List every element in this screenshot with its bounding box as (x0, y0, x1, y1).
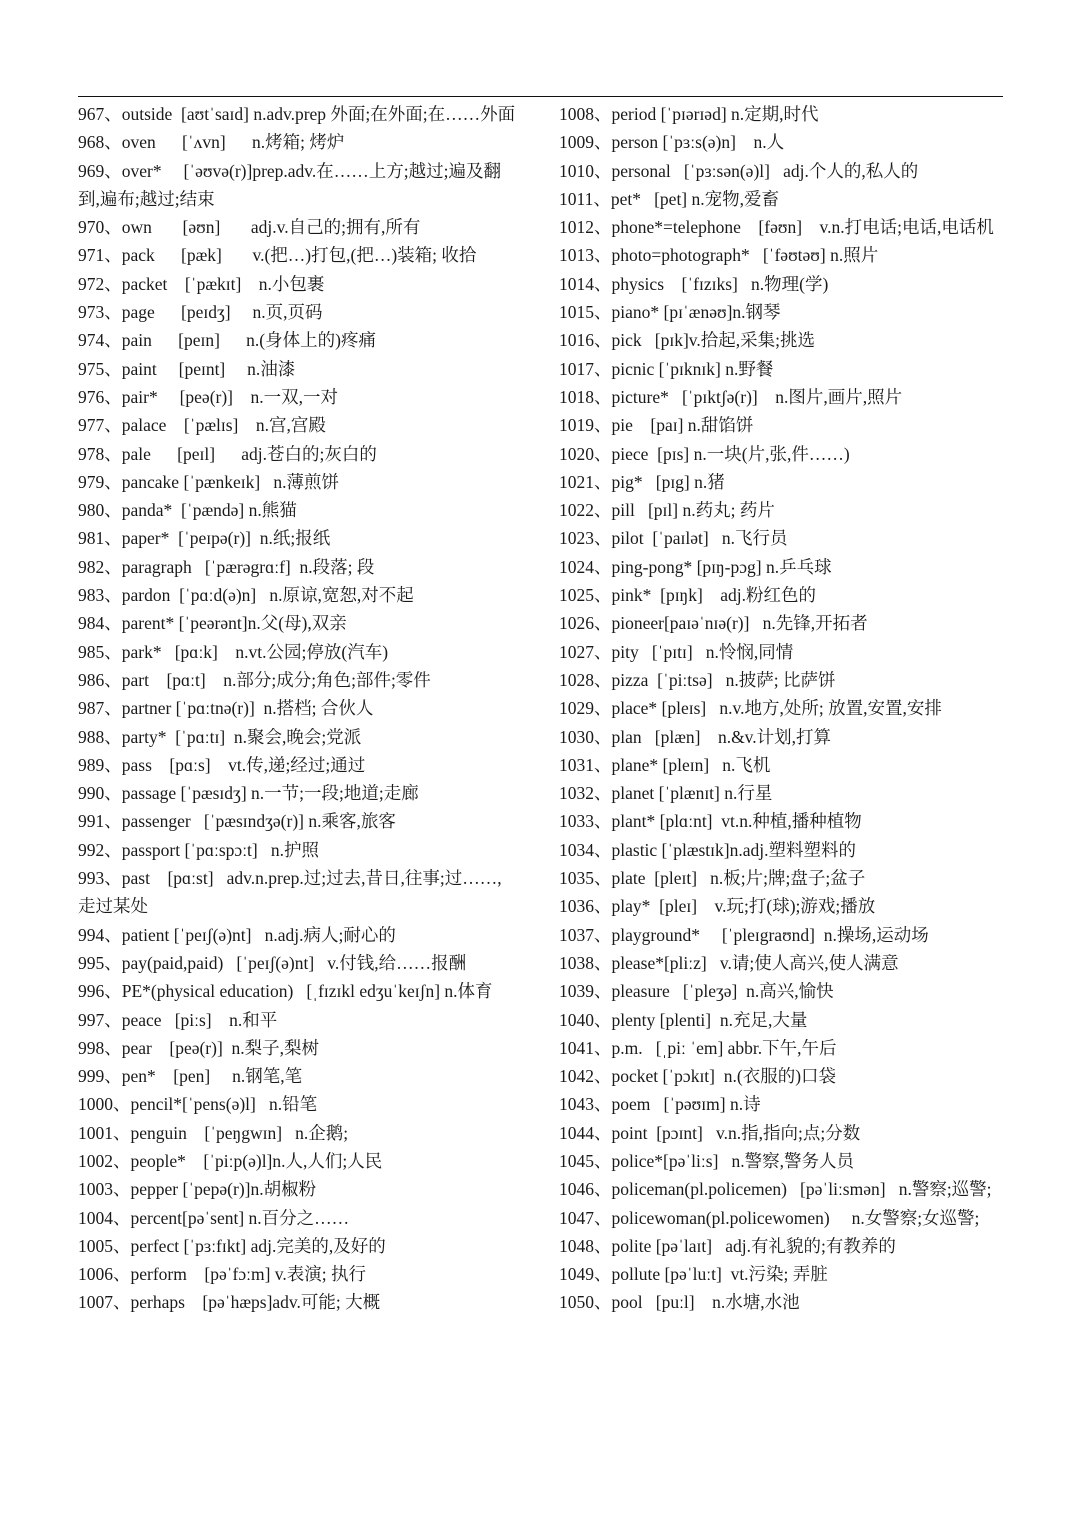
vocab-entry: 976、pair* [peə(r)] n.一双,一对 (78, 386, 339, 407)
vocab-entry: 984、parent* [ˈpeərənt]n.父(母),双亲 (78, 613, 347, 634)
vocab-entry: 1046、policeman(pl.policemen) [pəˈliːsmən] n.警察;巡警; (559, 1179, 992, 1200)
vocab-entry: 994、patient [ˈpeɪʃ(ə)nt] n.adj.病人;耐心的 (78, 924, 396, 945)
vocab-entry: 1042、pocket [ˈpɔkɪt] n.(衣服的)口袋 (559, 1066, 837, 1087)
vocab-entry: 1027、pity [ˈpɪtɪ] n.怜悯,同情 (559, 641, 794, 662)
vocab-entry: 1020、piece [pɪs] n.一块(片,张,件……) (559, 443, 850, 464)
vocab-entry: 991、passenger [ˈpæsɪndʒə(r)] n.乘客,旅客 (78, 811, 396, 832)
vocab-entry: 1010、personal [ˈpɜːsən(ə)l] adj.个人的,私人的 (559, 160, 919, 181)
vocab-entry: 977、palace [ˈpælɪs] n.宫,宫殿 (78, 415, 326, 436)
vocab-entry: 996、PE*(physical education) [ˌfɪzɪkl edʒuˈkeɪʃn] n.体育 (78, 981, 493, 1002)
vocab-entry: 1047、policewoman(pl.policewomen) n.女警察;女巡警; (559, 1207, 980, 1228)
vocab-entry: 1026、pioneer[paɪəˈnɪə(r)] n.先锋,开拓者 (559, 613, 868, 634)
vocab-entry: 974、pain [peɪn] n.(身体上的)疼痛 (78, 330, 376, 351)
vocab-entry: 1034、plastic [ˈplæstɪk]n.adj.塑料塑料的 (559, 839, 856, 860)
vocab-entry: 1035、plate [pleɪt] n.板;片;牌;盘子;盆子 (559, 868, 866, 889)
vocab-entry: 1032、planet [ˈplænɪt] n.行星 (559, 783, 773, 804)
vocab-entry: 1030、plan [plæn] n.&v.计划,打算 (559, 726, 832, 747)
vocab-entry: 1043、poem [ˈpəʊɪm] n.诗 (559, 1094, 761, 1115)
vocab-entry: 972、packet [ˈpækɪt] n.小包裹 (78, 273, 325, 294)
vocab-entry: 992、passport [ˈpɑːspɔːt] n.护照 (78, 839, 320, 860)
vocab-entry: 1037、playground* [ˈpleɪgraʊnd] n.操场,运动场 (559, 924, 929, 945)
vocab-entry: 995、pay(paid,paid) [ˈpeɪʃ(ə)nt] v.付钱,给……报酬 (78, 952, 467, 973)
vocab-entry: 1025、pink* [pɪŋk] adj.粉红色的 (559, 585, 817, 606)
vocab-entry: 1036、play* [pleɪ] v.玩;打(球);游戏;播放 (559, 896, 876, 917)
vocab-entry: 990、passage [ˈpæsɪdʒ] n.一节;一段;地道;走廊 (78, 783, 419, 804)
vocab-entry: 1048、polite [pəˈlaɪt] adj.有礼貌的;有教养的 (559, 1235, 896, 1256)
vocab-entry: 983、pardon [ˈpɑːd(ə)n] n.原谅,宽恕,对不起 (78, 585, 414, 606)
vocab-entry: 1050、pool [puːl] n.水塘,水池 (559, 1292, 800, 1313)
vocab-entry: 1039、pleasure [ˈpleʒə] n.高兴,愉快 (559, 981, 834, 1002)
vocab-entry: 969、over* [ˈəʊvə(r)]prep.adv.在……上方;越过;遍及翻到,遍布;越过;结束 (78, 160, 502, 209)
vocab-entry: 970、own [əʊn] adj.v.自己的;拥有,所有 (78, 217, 421, 238)
vocab-entry: 1024、ping-pong* [pɪŋ-pɔg] n.乒乓球 (559, 556, 832, 577)
vocab-entry: 1007、perhaps [pəˈhæps]adv.可能; 大概 (78, 1292, 381, 1313)
vocab-entry: 1005、perfect [ˈpɜːfɪkt] adj.完美的,及好的 (78, 1235, 386, 1256)
vocab-entry: 968、oven [ˈʌvn] n.烤箱; 烤炉 (78, 132, 345, 153)
vocab-entry: 1004、percent[pəˈsent] n.百分之…… (78, 1207, 350, 1228)
vocab-entry: 998、pear [peə(r)] n.梨子,梨树 (78, 1037, 320, 1058)
vocab-entry: 1038、please*[pliːz] v.请;使人高兴,使人满意 (559, 952, 899, 973)
vocab-entry: 1003、pepper [ˈpepə(r)]n.胡椒粉 (78, 1179, 317, 1200)
vocab-entry: 1006、perform [pəˈfɔːm] v.表演; 执行 (78, 1264, 367, 1285)
vocab-entry: 1013、photo=photograph* [ˈfəʊtəʊ] n.照片 (559, 245, 879, 266)
vocab-entry: 1002、people* [ˈpiːp(ə)l]n.人,人们;人民 (78, 1150, 383, 1171)
vocab-entry: 1029、place* [pleɪs] n.v.地方,处所; 放置,安置,安排 (559, 698, 942, 719)
vocab-entry: 1016、pick [pɪk]v.拾起,采集;挑选 (559, 330, 815, 351)
vocab-entry: 987、partner [ˈpɑːtnə(r)] n.搭档; 合伙人 (78, 698, 374, 719)
vocab-entry: 1001、penguin [ˈpeŋgwɪn] n.企鹅; (78, 1122, 349, 1143)
right-column (559, 100, 1004, 1317)
vocab-entry: 1012、phone*=telephone [fəʊn] v.n.打电话;电话,电话机 (559, 217, 994, 238)
vocab-entry: 1011、pet* [pet] n.宠物,爱畜 (559, 188, 780, 209)
vocab-entry: 989、pass [pɑːs] vt.传,递;经过;通过 (78, 754, 366, 775)
vocab-entry: 1041、p.m. [ˌpiː ˈem] abbr.下午,午后 (559, 1037, 837, 1058)
vocab-entry: 979、pancake [ˈpænkeɪk] n.薄煎饼 (78, 471, 339, 492)
top-rule (78, 96, 1003, 97)
vocab-entry: 1045、police*[pəˈliːs] n.警察,警务人员 (559, 1150, 855, 1171)
vocab-entry: 973、page [peɪdʒ] n.页,页码 (78, 302, 323, 323)
vocab-entry: 971、pack [pæk] v.(把…)打包,(把…)装箱; 收拾 (78, 245, 477, 266)
vocab-entry: 993、past [pɑːst] adv.n.prep.过;过去,昔日,往事;过……,走过某处 (78, 868, 502, 917)
vocab-entry: 1018、picture* [ˈpɪktʃə(r)] n.图片,画片,照片 (559, 386, 903, 407)
vocab-entry: 1022、pill [pɪl] n.药丸; 药片 (559, 500, 775, 521)
vocab-entry: 1000、pencil*[ˈpens(ə)l] n.铅笔 (78, 1094, 318, 1115)
vocab-entry: 1028、pizza [ˈpiːtsə] n.披萨; 比萨饼 (559, 669, 836, 690)
vocab-entry: 978、pale [peɪl] adj.苍白的;灰白的 (78, 443, 377, 464)
vocab-entry: 1021、pig* [pɪg] n.猪 (559, 471, 725, 492)
vocab-entry: 1019、pie [paɪ] n.甜馅饼 (559, 415, 754, 436)
vocab-entry: 1008、period [ˈpɪərɪəd] n.定期,时代 (559, 104, 819, 124)
vocab-entry: 1031、plane* [pleɪn] n.飞机 (559, 754, 771, 775)
vocab-entry: 999、pen* [pen] n.钢笔,笔 (78, 1066, 303, 1087)
vocab-entry: 981、paper* [ˈpeɪpə(r)] n.纸;报纸 (78, 528, 331, 549)
vocab-entry: 986、part [pɑːt] n.部分;成分;角色;部件;零件 (78, 669, 431, 690)
vocab-entry: 988、party* [ˈpɑːtɪ] n.聚会,晚会;党派 (78, 726, 362, 747)
vocab-entry: 1014、physics [ˈfɪzɪks] n.物理(学) (559, 273, 829, 294)
left-column (78, 100, 518, 1317)
vocab-entry: 975、paint [peɪnt] n.油漆 (78, 358, 296, 379)
vocab-entry: 980、panda* [ˈpændə] n.熊猫 (78, 500, 297, 521)
vocab-entry: 967、outside [aʊtˈsaɪd] n.adv.prep 外面;在外面;在……外面 (78, 104, 516, 124)
vocab-entry: 1009、person [ˈpɜːs(ə)n] n.人 (559, 132, 785, 153)
vocab-entry: 997、peace [piːs] n.和平 (78, 1009, 278, 1030)
vocab-entry: 1033、plant* [plɑːnt] vt.n.种植,播种植物 (559, 811, 862, 832)
vocab-entry: 1023、pilot [ˈpaɪlət] n.飞行员 (559, 528, 788, 549)
vocab-entry: 1044、point [pɔɪnt] v.n.指,指向;点;分数 (559, 1122, 861, 1143)
vocab-entry: 1040、plenty [plenti] n.充足,大量 (559, 1009, 808, 1030)
vocab-entry: 982、paragraph [ˈpærəgrɑːf] n.段落; 段 (78, 556, 375, 577)
vocab-entry: 985、park* [pɑːk] n.vt.公园;停放(汽车) (78, 641, 389, 662)
vocab-entry: 1049、pollute [pəˈluːt] vt.污染; 弄脏 (559, 1264, 828, 1285)
vocab-entry: 1015、piano* [pɪˈænəʊ]n.钢琴 (559, 302, 781, 323)
vocab-entry: 1017、picnic [ˈpɪknɪk] n.野餐 (559, 358, 774, 379)
